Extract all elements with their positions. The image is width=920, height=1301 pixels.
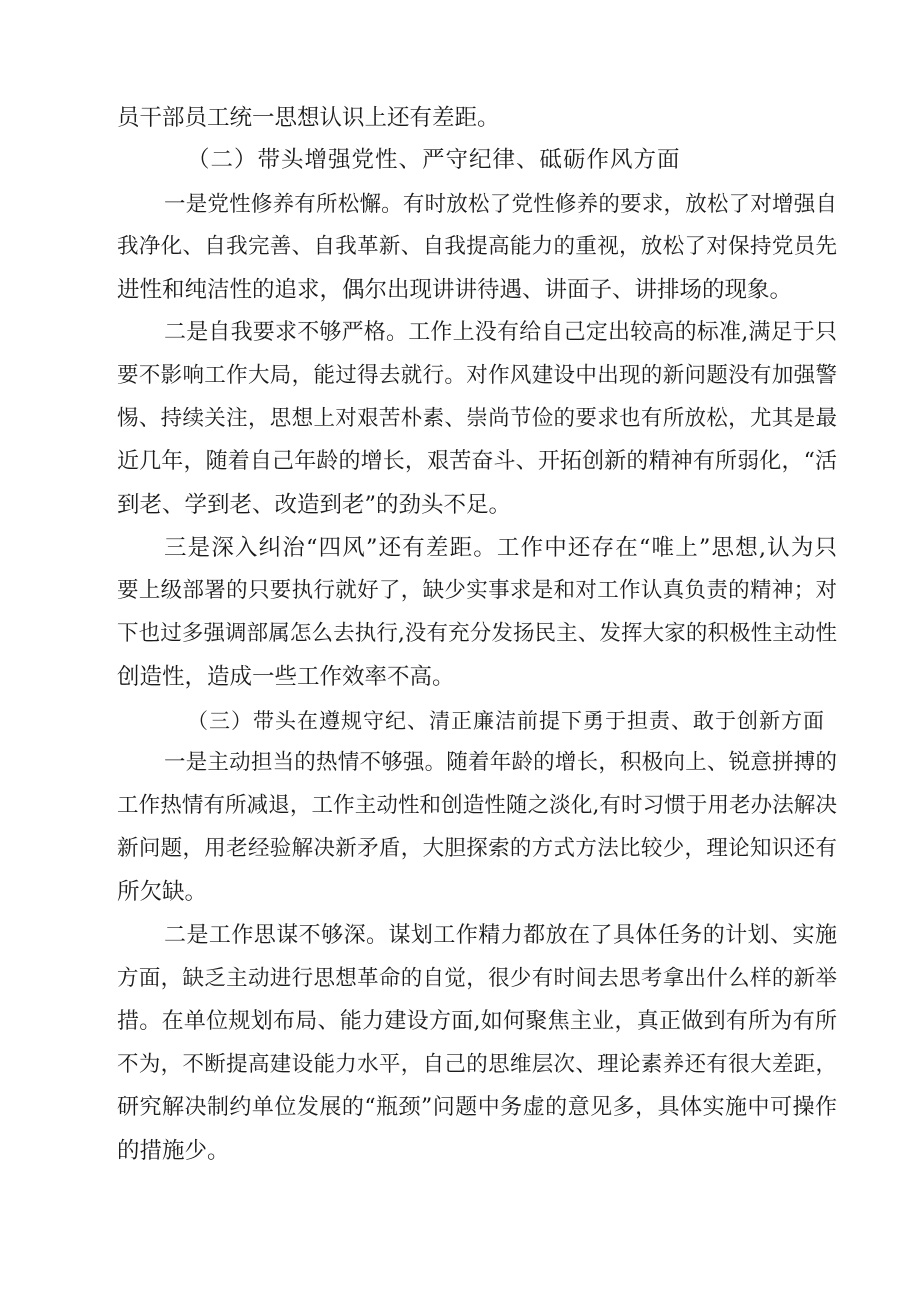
- paragraph-line: 二是工作思谋不够深。谋划工作精力都放在了具体任务的计划、实施: [164, 923, 837, 948]
- paragraph-line: 惕、持续关注，思想上对艰苦朴素、崇尚节俭的要求也有所放松，尤其是最: [117, 406, 837, 431]
- paragraph-line: 近几年，随着自己年龄的增长，艰苦奋斗、开拓创新的精神有所弱化，“活: [117, 449, 837, 474]
- paragraph-line: 二是自我要求不够严格。工作上没有给自己定出较高的标准,满足于只: [164, 320, 837, 345]
- paragraph-line: 下也过多强调部属怎么去执行,没有充分发扬民主、发挥大家的积极性主动性: [117, 621, 837, 646]
- paragraph-line: 要上级部署的只要执行就好了，缺少实事求是和对工作认真负责的精神；对: [117, 578, 837, 603]
- paragraph-line: 措。在单位规划布局、能力建设方面,如何聚焦主业，真正做到有所为有所: [117, 1009, 837, 1034]
- paragraph-line: 到老、学到老、改造到老”的劲头不足。: [117, 492, 512, 518]
- paragraph-line: 的措施少。: [117, 1138, 230, 1164]
- paragraph-line: 一是主动担当的热情不够强。随着年龄的增长，积极向上、锐意拼搏的: [164, 750, 837, 775]
- paragraph-line: 新问题，用老经验解决新矛盾，大胆探索的方式方法比较少，理论知识还有: [117, 836, 837, 861]
- paragraph-line: 方面，缺乏主动进行思想革命的自觉，很少有时间去思考拿出什么样的新举: [117, 966, 837, 991]
- section-heading: （三）带头在遵规守纪、清正廉洁前提下勇于担责、敢于创新方面: [187, 709, 825, 733]
- paragraph-line: 员干部员工统一思想认识上还有差距。: [117, 105, 500, 131]
- paragraph-line: 研究解决制约单位发展的“瓶颈”问题中务虚的意见多，具体实施中可操作: [117, 1095, 837, 1120]
- paragraph-line: 创造性，造成一些工作效率不高。: [117, 664, 455, 690]
- paragraph-line: 我净化、自我完善、自我革新、自我提高能力的重视，放松了对保持党员先: [117, 234, 837, 259]
- paragraph-line: 不为，不断提高建设能力水平，自己的思维层次、理论素养还有很大差距，: [117, 1052, 837, 1077]
- paragraph-line: 所欠缺。: [117, 879, 208, 905]
- paragraph-line: 三是深入纠治“四风”还有差距。工作中还存在“唯上”思想,认为只: [164, 535, 837, 561]
- paragraph-line: 要不影响工作大局，能过得去就行。对作风建设中出现的新问题没有加强警: [117, 363, 837, 388]
- paragraph-line: 进性和纯洁性的追求，偶尔出现讲讲待遇、讲面子、讲排场的现象。: [117, 277, 793, 303]
- section-heading: （二）带头增强党性、严守纪律、砥砺作风方面: [187, 147, 681, 173]
- paragraph-line: 工作热情有所减退，工作主动性和创造性随之淡化,有时习惯于用老办法解决: [117, 793, 837, 818]
- paragraph-line: 一是党性修养有所松懈。有时放松了党性修养的要求，放松了对增强自: [164, 192, 837, 217]
